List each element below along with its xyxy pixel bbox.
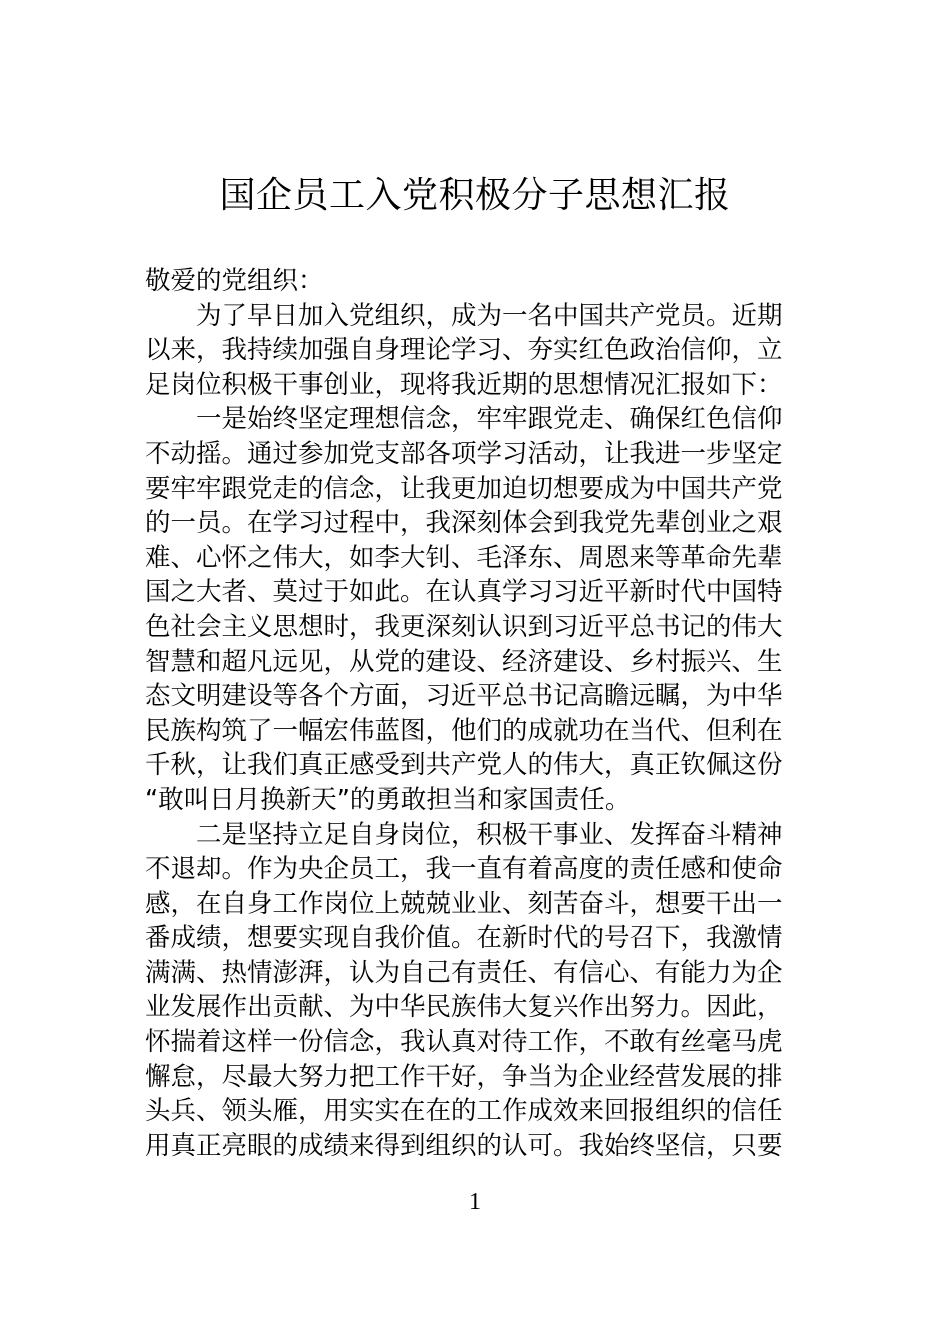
paragraph-line: 难、心怀之伟大，如李大钊、毛泽东、周恩来等革命先辈 <box>145 542 783 573</box>
paragraph-line: 感，在自身工作岗位上兢兢业业、刻苦奋斗，想要干出一 <box>145 888 783 919</box>
paragraph-line: 足岗位积极干事创业，现将我近期的思想情况汇报如下： <box>145 369 783 400</box>
paragraph-line: 业发展作出贡献、为中华民族伟大复兴作出努力。因此， <box>145 992 783 1023</box>
paragraph-line: 色社会主义思想时，我更深刻认识到习近平总书记的伟大 <box>145 611 783 642</box>
paragraph-line: 懈怠，尽最大努力把工作干好，争当为企业经营发展的排 <box>145 1061 783 1092</box>
paragraph-line: 要牢牢跟党走的信念，让我更加迫切想要成为中国共产党 <box>145 473 783 504</box>
paragraph-line: 千秋，让我们真正感受到共产党人的伟大，真正钦佩这份 <box>145 750 783 781</box>
paragraph-line: 怀揣着这样一份信念，我认真对待工作，不敢有丝毫马虎 <box>145 1027 783 1058</box>
paragraph-line: 智慧和超凡远见，从党的建设、经济建设、乡村振兴、生 <box>145 646 783 677</box>
paragraph-line: 民族构筑了一幅宏伟蓝图，他们的成就功在当代、但利在 <box>145 715 783 746</box>
document-title: 国企员工入党积极分子思想汇报 <box>219 175 731 216</box>
paragraph-line: 番成绩，想要实现自我价值。在新时代的号召下，我激情 <box>145 923 783 954</box>
paragraph-line: 满满、热情澎湃，认为自己有责任、有信心、有能力为企 <box>145 957 783 988</box>
paragraph-line: 以来，我持续加强自身理论学习、夯实红色政治信仰，立 <box>145 335 783 366</box>
paragraph-line: 头兵、领头雁，用实实在在的工作成效来回报组织的信任 <box>145 1096 783 1127</box>
paragraph-line: 用真正亮眼的成绩来得到组织的认可。我始终坚信，只要 <box>145 1130 783 1161</box>
paragraph-line: 的一员。在学习过程中，我深刻体会到我党先辈创业之艰 <box>145 508 783 539</box>
paragraph-line: “敢叫日月换新天”的勇敢担当和家国责任。 <box>145 784 631 815</box>
paragraph-line: 一是始终坚定理想信念，牢牢跟党走、确保红色信仰 <box>196 404 783 435</box>
paragraph-line: 态文明建设等各个方面，习近平总书记高瞻远瞩，为中华 <box>145 681 783 712</box>
paragraph-line: 国之大者、莫过于如此。在认真学习习近平新时代中国特 <box>145 577 783 608</box>
salutation: 敬爱的党组织： <box>145 266 324 296</box>
page-number: 1 <box>469 1189 481 1215</box>
paragraph-line: 不动摇。通过参加党支部各项学习活动，让我进一步坚定 <box>145 438 783 469</box>
paragraph-line: 二是坚持立足自身岗位，积极干事业、发挥奋斗精神 <box>196 819 783 850</box>
paragraph-line: 为了早日加入党组织，成为一名中国共产党员。近期 <box>196 300 783 331</box>
paragraph-line: 不退却。作为央企员工，我一直有着高度的责任感和使命 <box>145 854 783 885</box>
document-body <box>145 264 810 1163</box>
